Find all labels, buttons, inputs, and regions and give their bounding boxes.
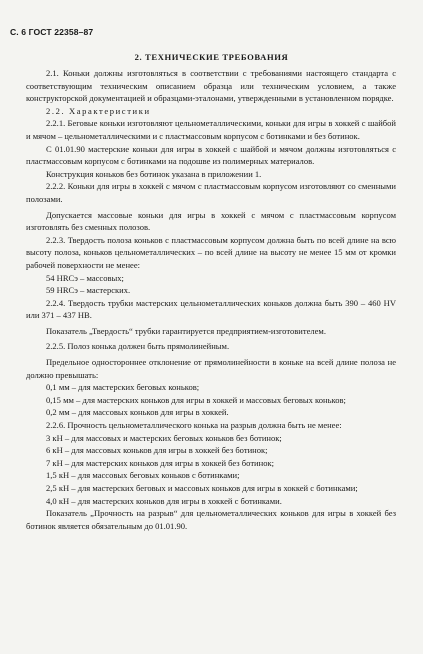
paragraph: 0,2 мм – для массовых коньков для игры в хоккей.: [46, 407, 229, 418]
paragraph: 2.2.1. Беговые коньки изготовляют цельнометаллическими, коньки для игры в хоккей с шайбой и мячом – цельнометаллическими и с пластмассовым корпусом с ботинками и без ботинок.: [26, 118, 396, 141]
paragraph: 2.1. Коньки должны изготовляться в соответствии с требованиями настоящего стандарта с соответствующим техническим описанием образца или техническим условием, а также конструкторской документацией и образцами-эталонами, утвержденными в установленном порядке.: [26, 68, 396, 104]
paragraph: Конструкция коньков без ботинок указана в приложении 1.: [46, 168, 262, 179]
paragraph: Предельное одностороннее отклонение от прямолинейности в коньке на всей длине полоза не должно превышать:: [26, 357, 396, 380]
paragraph: 1,5 кН – для массовых беговых коньков с ботинками;: [46, 470, 240, 481]
page-header: С. 6 ГОСТ 22358–87: [10, 27, 94, 37]
section-title: 2. ТЕХНИЧЕСКИЕ ТРЕБОВАНИЯ: [134, 52, 289, 62]
paragraph: Показатель „Прочность на разрыв“ для цельнометаллических коньков для игры в хоккей без ботинок является обязательным до 01.01.90.: [26, 508, 396, 531]
paragraph: 0,15 мм – для мастерских коньков для игры в хоккей и массовых беговых коньков;: [46, 394, 346, 405]
paragraph: 59 HRCэ – мастерских.: [46, 285, 131, 296]
paragraph: С 01.01.90 мастерские коньки для игры в хоккей с шайбой и мячом должны изготовляться с пластмассовым корпусом с ботинками на подошве из полимерных материалов.: [26, 143, 396, 167]
paragraph: 2.2.3. Твердость полоза коньков с пластмассовым корпусом должна быть по всей длине на всю высоту полоза, коньков цельнометаллических – по всей длине на высоту не менее 15 мм от кромки рабочей поверхности не менее:: [26, 234, 396, 270]
paragraph: 2,5 кН – для мастерских беговых и массовых коньков для игры в хоккей с ботинками;: [46, 483, 358, 493]
paragraph: 6 кН – для массовых коньков для игры в хоккей без ботинок;: [46, 445, 268, 456]
paragraph: 3 кН – для массовых и мастерских беговых коньков без ботинок;: [46, 432, 282, 443]
paragraph: 2.2.5. Полоз конька должен быть прямолинейным.: [46, 341, 230, 352]
paragraph: 2.2.2. Коньки для игры в хоккей с мячом с пластмассовым корпусом изготовляют со сменными полозами.: [26, 181, 396, 204]
paragraph: Допускается массовые коньки для игры в хоккей с мячом с пластмассовым корпусом изготовлять без сменных полозов.: [26, 209, 396, 233]
document-body: [26, 67, 396, 532]
paragraph: Показатель „Твердость“ трубки гарантируется предприятием-изготовителем.: [46, 325, 326, 336]
paragraph: 2.2.4. Твердость трубки мастерских цельнометаллических коньков должна быть 390 – 460 HV или 371 – 437 HB.: [26, 297, 396, 321]
paragraph: 7 кН – для мастерских коньков для игры в хоккей без ботинок;: [46, 457, 275, 468]
paragraph: 2.2.6. Прочность цельнометаллического конька на разрыв должна быть не менее:: [46, 420, 342, 431]
paragraph: 0,1 мм – для мастерских беговых коньков;: [46, 382, 200, 393]
paragraph: 54 HRCэ – массовых;: [46, 272, 124, 283]
paragraph: 2.2. Характеристики: [46, 105, 151, 116]
paragraph: 4,0 кН – для мастерских коньков для игры в хоккей с ботинками.: [46, 495, 282, 506]
